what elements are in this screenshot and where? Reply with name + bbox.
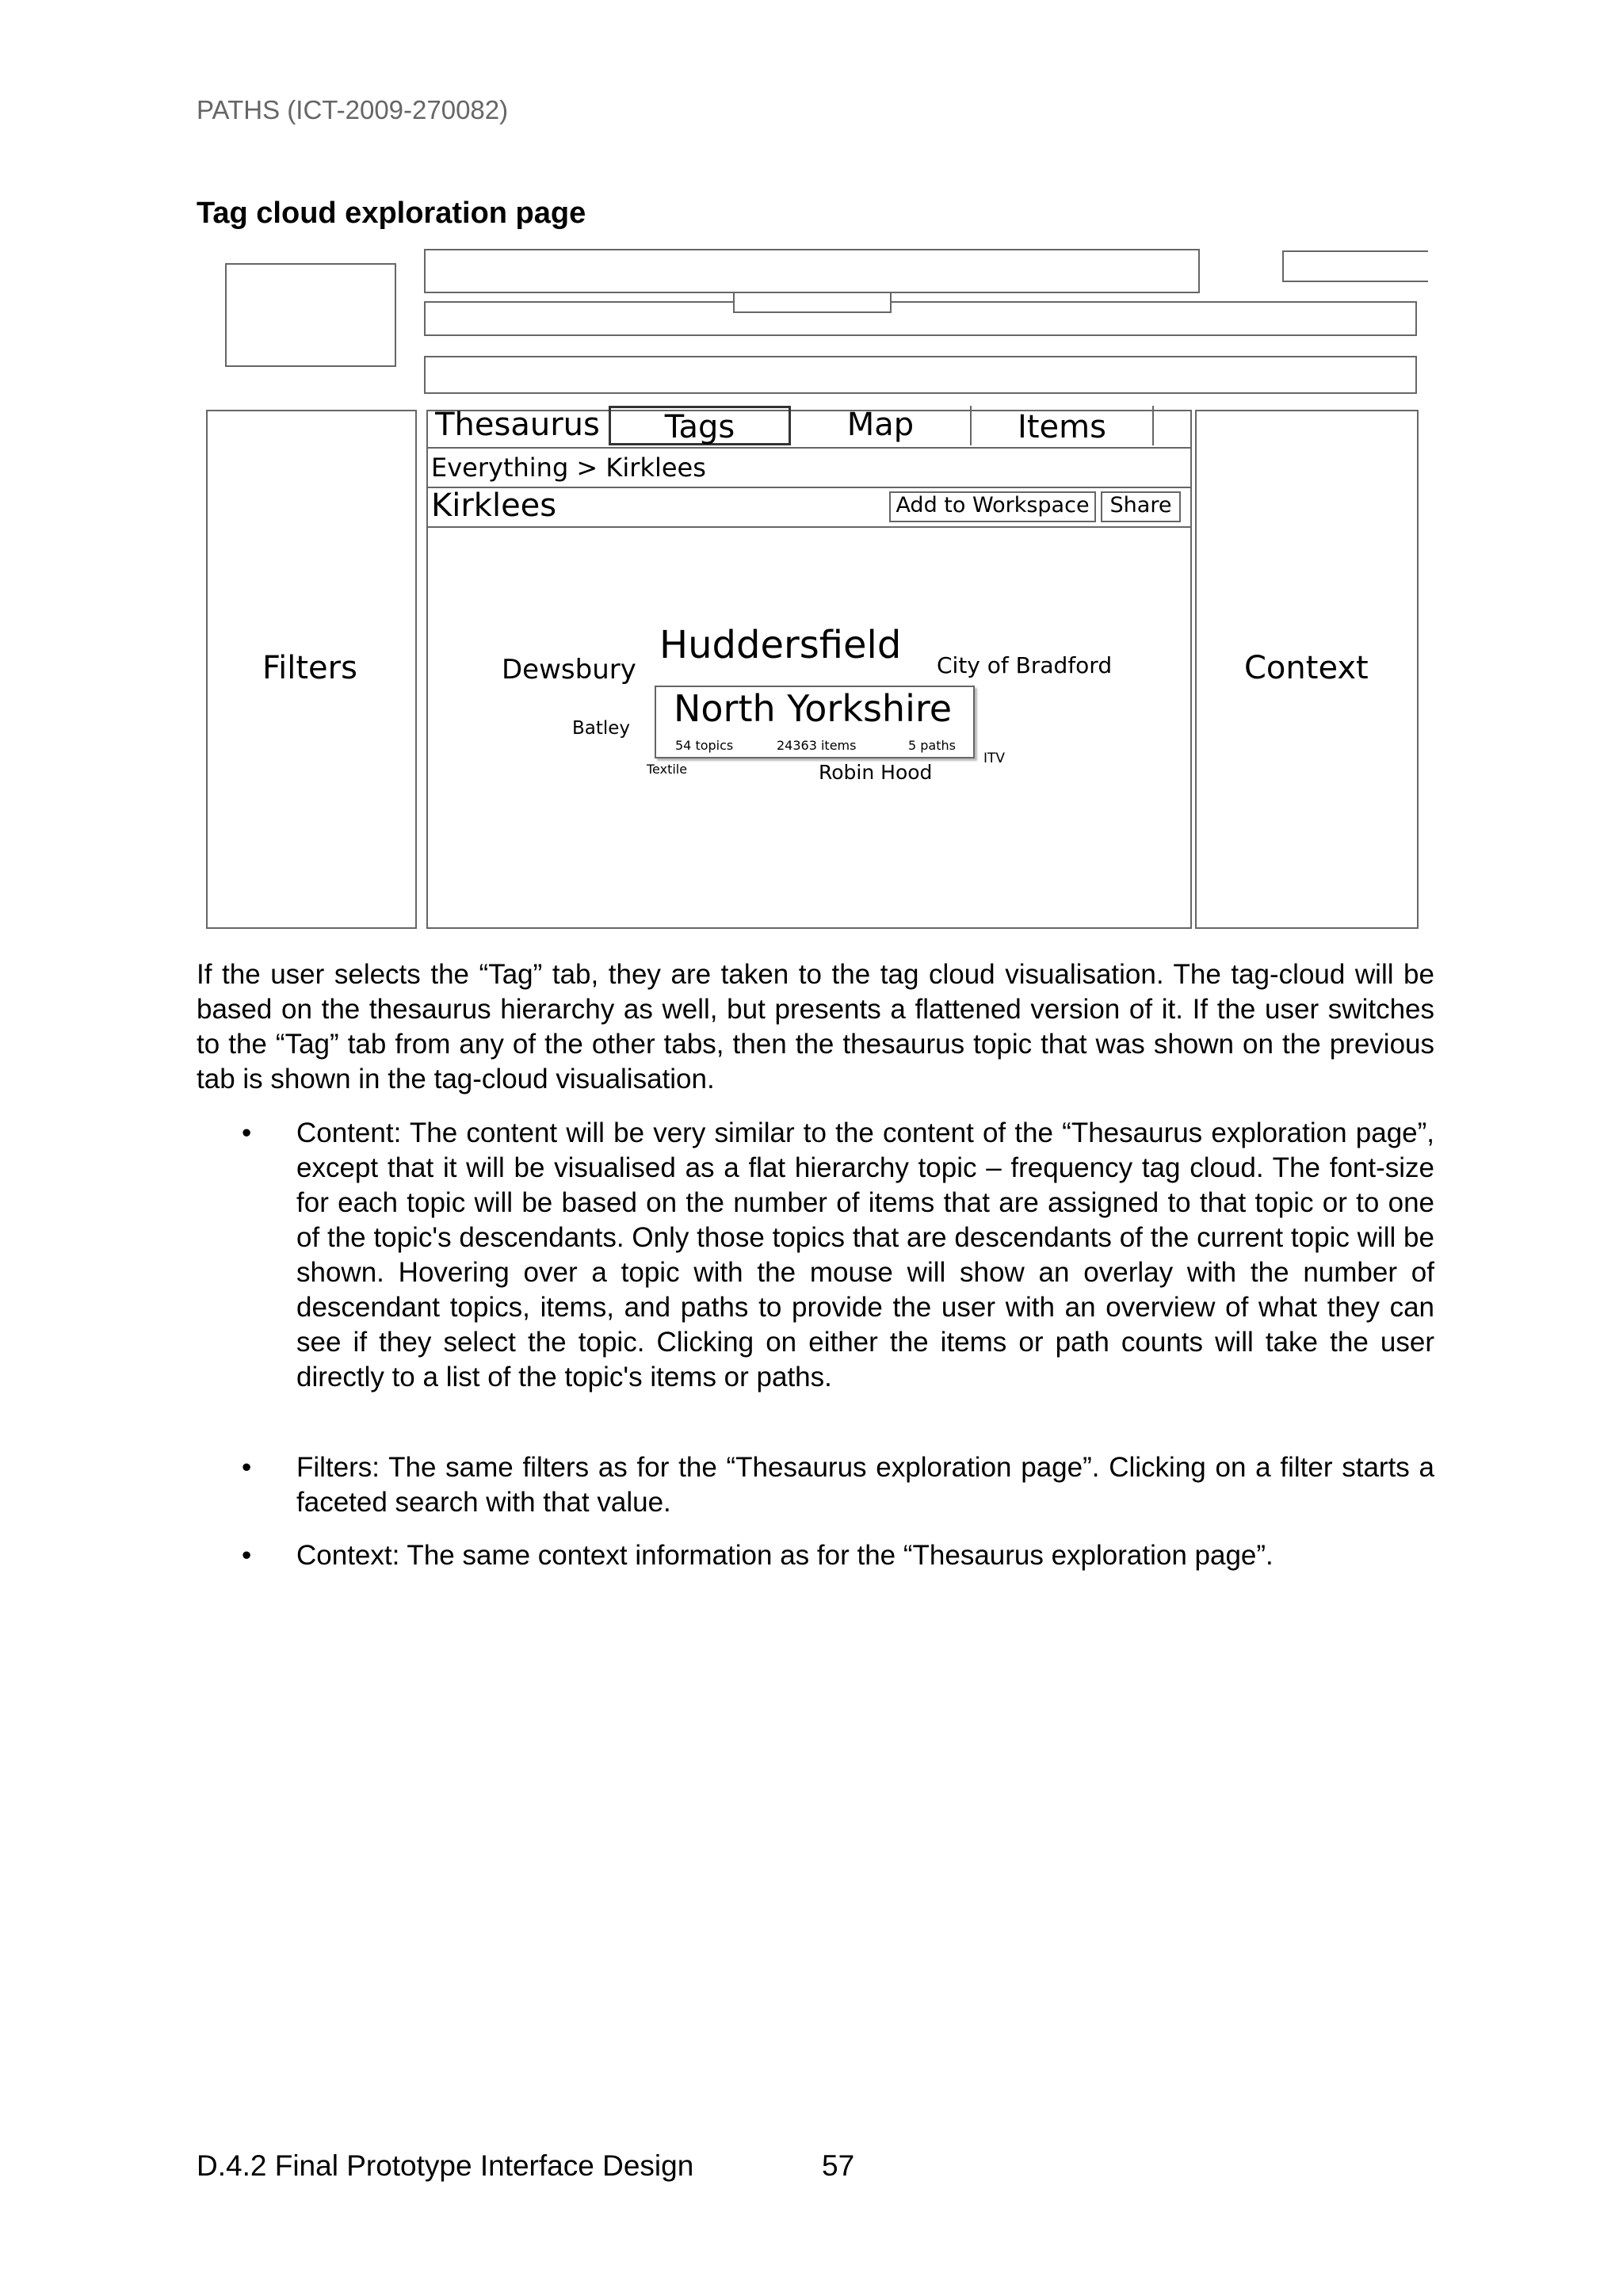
nav-bar-tab-placeholder[interactable]: [733, 292, 892, 313]
add-to-workspace-button[interactable]: Add to Workspace: [889, 491, 1096, 522]
topic-title: Kirklees: [431, 487, 557, 524]
tab-bar-divider: [426, 447, 1192, 449]
tab-tags[interactable]: Tags: [609, 406, 791, 445]
tag-robin-hood[interactable]: Robin Hood: [819, 761, 933, 784]
overlay-title[interactable]: North Yorkshire: [674, 687, 953, 730]
bullet-symbol: •: [242, 1540, 252, 1571]
breadcrumb[interactable]: Everything > Kirklees: [431, 453, 706, 483]
nav-bar-placeholder: [424, 301, 1417, 336]
logo-placeholder: [225, 263, 396, 367]
intro-paragraph: If the user selects the “Tag” tab, they are taken to the tag cloud visualisation. The tag-cloud will be based on the thesaurus hierarchy as well, but presents a flattened version of it. If the user switches to the “Tag” tab from any of the other tabs, then the thesaurus topic that was shown on the previous tab is shown in the tag-cloud visualisation.: [197, 959, 1434, 1095]
tab-items[interactable]: Items: [972, 406, 1154, 445]
tab-thesaurus[interactable]: Thesaurus: [435, 407, 600, 443]
bullet-symbol: •: [242, 1452, 252, 1483]
overlay-items-count[interactable]: 24363 items: [777, 738, 857, 753]
tag-huddersfield[interactable]: Huddersfield: [659, 623, 902, 667]
footer-page-number: 57: [822, 2149, 855, 2182]
bullet-content: Content: The content will be very similar to the content of the “Thesaurus exploration page”, except that it will be visualised as a flat hierarchy topic – frequency tag cloud. The font-size for each topic will be based on the number of items that are assigned to that topic or to one of the topic's descendants. Only those topics that are descendants of the current topic will be shown. Hovering over a topic with the mouse will show an overlay with the number of descendant topics, items, and paths to provide the user with an overview of what they can see if they select the topic. Clicking on either the items or path counts will take the user directly to a list of the topic's items or paths.: [296, 1117, 1434, 1392]
tag-city-of-bradford[interactable]: City of Bradford: [937, 652, 1113, 678]
filters-panel-label: Filters: [262, 650, 357, 686]
bullet-filters: Filters: The same filters as for the “Thesaurus exploration page”. Clicking on a filter starts a faceted search with that value.: [296, 1452, 1434, 1518]
bullet-symbol: •: [242, 1117, 252, 1148]
tag-itv[interactable]: ITV: [983, 751, 1006, 766]
tag-batley[interactable]: Batley: [572, 718, 631, 739]
tab-map[interactable]: Map: [791, 406, 972, 445]
tag-dewsbury[interactable]: Dewsbury: [502, 654, 636, 686]
search-bar-placeholder[interactable]: [424, 249, 1200, 293]
section-title: Tag cloud exploration page: [197, 197, 586, 230]
overlay-paths-count[interactable]: 5 paths: [908, 738, 956, 753]
context-panel-label: Context: [1244, 650, 1369, 686]
share-button[interactable]: Share: [1101, 491, 1181, 522]
overlay-topics-count[interactable]: 54 topics: [675, 738, 734, 753]
banner-placeholder: [424, 356, 1417, 394]
user-area-placeholder: [1282, 250, 1428, 282]
tag-textile[interactable]: Textile: [647, 762, 688, 777]
running-header: PATHS (ICT-2009-270082): [197, 95, 509, 124]
tag-hover-overlay: [655, 686, 975, 758]
footer-document-title: D.4.2 Final Prototype Interface Design: [197, 2149, 694, 2182]
bullet-context: Context: The same context information as for the “Thesaurus exploration page”.: [296, 1540, 1274, 1571]
title-divider: [426, 526, 1192, 528]
